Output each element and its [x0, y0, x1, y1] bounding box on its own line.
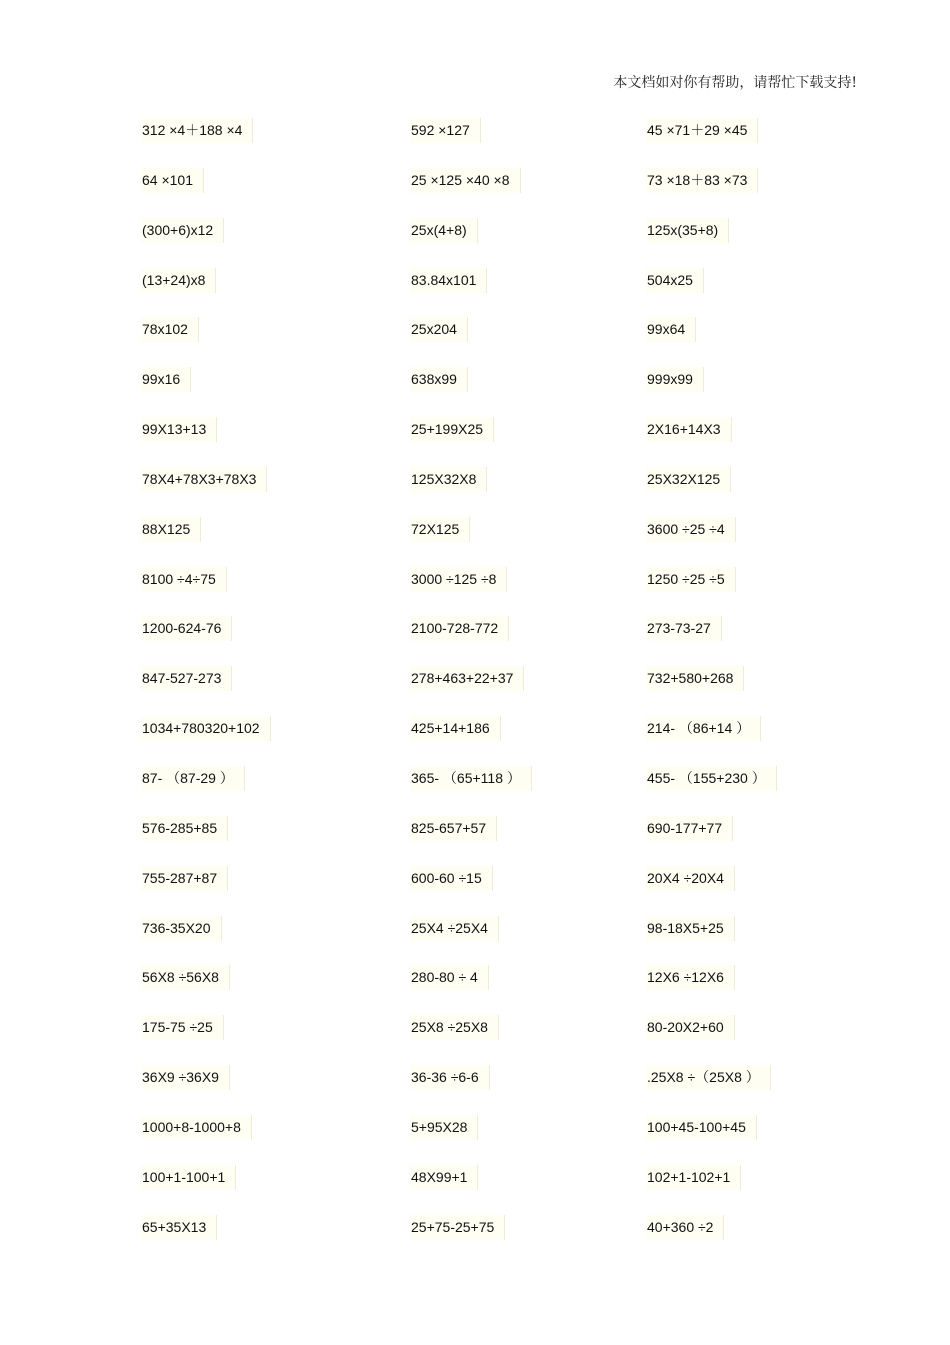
problem-cell: 100+45-100+45	[646, 1115, 757, 1140]
problem-cell: 99x64	[646, 317, 696, 342]
problem-cell: 78x102	[141, 317, 199, 342]
problem-row	[0, 666, 950, 716]
problem-cell: 25+199X25	[410, 417, 494, 442]
problem-cell: 87- （87-29 ）	[141, 766, 245, 791]
problem-cell: 88X125	[141, 517, 201, 542]
problem-cell: 72X125	[410, 517, 470, 542]
problem-cell: 1034+780320+102	[141, 716, 271, 741]
problem-cell: 25 ×125 ×40 ×8	[410, 168, 521, 193]
problem-row	[0, 916, 950, 966]
problem-cell: 999x99	[646, 367, 704, 392]
problem-cell: 65+35X13	[141, 1215, 217, 1240]
problem-cell: 280-80 ÷ 4	[410, 965, 489, 990]
page-header: 本文档如对你有帮助，请帮忙下载支持!	[613, 75, 857, 91]
problem-cell: 56X8 ÷56X8	[141, 965, 230, 990]
problem-cell: 98-18X5+25	[646, 916, 735, 941]
problem-cell: 100+1-100+1	[141, 1165, 236, 1190]
problem-cell: 736-35X20	[141, 916, 222, 941]
problem-cell: 3600 ÷25 ÷4	[646, 517, 736, 542]
problem-cell: 80-20X2+60	[646, 1015, 735, 1040]
problem-cell: 20X4 ÷20X4	[646, 866, 735, 891]
problem-row	[0, 965, 950, 1015]
problem-row	[0, 218, 950, 268]
problem-cell: 175-75 ÷25	[141, 1015, 224, 1040]
problem-cell: 425+14+186	[410, 716, 501, 741]
problem-row	[0, 1165, 950, 1215]
problem-cell: 102+1-102+1	[646, 1165, 741, 1190]
problem-cell: 214- （86+14 ）	[646, 716, 761, 741]
problem-cell: 278+463+22+37	[410, 666, 524, 691]
problem-row	[0, 567, 950, 617]
problem-cell: 5+95X28	[410, 1115, 478, 1140]
problems-grid	[0, 118, 950, 1264]
problem-cell: 2100-728-772	[410, 616, 509, 641]
problem-row	[0, 367, 950, 417]
problem-cell: 455- （155+230 ）	[646, 766, 777, 791]
problem-cell: 25X8 ÷25X8	[410, 1015, 499, 1040]
problem-cell: (13+24)x8	[141, 268, 216, 293]
problem-cell: 690-177+77	[646, 816, 733, 841]
problem-cell: 732+580+268	[646, 666, 744, 691]
problem-row	[0, 417, 950, 467]
problem-cell: 125X32X8	[410, 467, 487, 492]
problem-cell: 504x25	[646, 268, 704, 293]
problem-cell: 64 ×101	[141, 168, 204, 193]
problem-cell: 638x99	[410, 367, 468, 392]
problem-cell: 825-657+57	[410, 816, 497, 841]
problem-row	[0, 866, 950, 916]
problem-row	[0, 766, 950, 816]
problem-cell: 25x204	[410, 317, 468, 342]
problem-cell: 2X16+14X3	[646, 417, 732, 442]
problem-row	[0, 1065, 950, 1115]
problem-cell: 83.84x101	[410, 268, 487, 293]
problem-cell: 847-527-273	[141, 666, 232, 691]
problem-row	[0, 716, 950, 766]
problem-cell: 99x16	[141, 367, 191, 392]
problem-cell: 99X13+13	[141, 417, 217, 442]
problem-row	[0, 168, 950, 218]
problem-cell: 1200-624-76	[141, 616, 232, 641]
problem-cell: 36-36 ÷6-6	[410, 1065, 490, 1090]
problem-cell: 125x(35+8)	[646, 218, 729, 243]
problem-cell: 576-285+85	[141, 816, 228, 841]
problem-cell: 25+75-25+75	[410, 1215, 505, 1240]
problem-cell: 273-73-27	[646, 616, 722, 641]
problem-cell: 8100 ÷4÷75	[141, 567, 227, 592]
problem-cell: 12X6 ÷12X6	[646, 965, 735, 990]
problem-cell: 40+360 ÷2	[646, 1215, 724, 1240]
problem-row	[0, 816, 950, 866]
problem-row	[0, 317, 950, 367]
problem-row	[0, 467, 950, 517]
problem-cell: 45 ×71＋29 ×45	[646, 118, 758, 143]
problem-cell: 25X32X125	[646, 467, 731, 492]
problem-cell: .25X8 ÷（25X8 ）	[646, 1065, 771, 1090]
problem-cell: (300+6)x12	[141, 218, 224, 243]
problem-row	[0, 1215, 950, 1265]
problem-cell: 3000 ÷125 ÷8	[410, 567, 507, 592]
problem-cell: 600-60 ÷15	[410, 866, 493, 891]
problem-row	[0, 517, 950, 567]
problem-cell: 78X4+78X3+78X3	[141, 467, 267, 492]
problem-row	[0, 1015, 950, 1065]
problem-cell: 1000+8-1000+8	[141, 1115, 252, 1140]
problem-row	[0, 268, 950, 318]
problem-cell: 365- （65+118 ）	[410, 766, 532, 791]
problem-cell: 1250 ÷25 ÷5	[646, 567, 736, 592]
problem-row	[0, 1115, 950, 1165]
problem-cell: 73 ×18＋83 ×73	[646, 168, 758, 193]
problem-cell: 312 ×4＋188 ×4	[141, 118, 253, 143]
problem-cell: 48X99+1	[410, 1165, 478, 1190]
problem-cell: 25X4 ÷25X4	[410, 916, 499, 941]
problem-cell: 25x(4+8)	[410, 218, 478, 243]
problem-row	[0, 616, 950, 666]
problem-cell: 592 ×127	[410, 118, 481, 143]
problem-cell: 755-287+87	[141, 866, 228, 891]
problem-row	[0, 118, 950, 168]
problem-cell: 36X9 ÷36X9	[141, 1065, 230, 1090]
